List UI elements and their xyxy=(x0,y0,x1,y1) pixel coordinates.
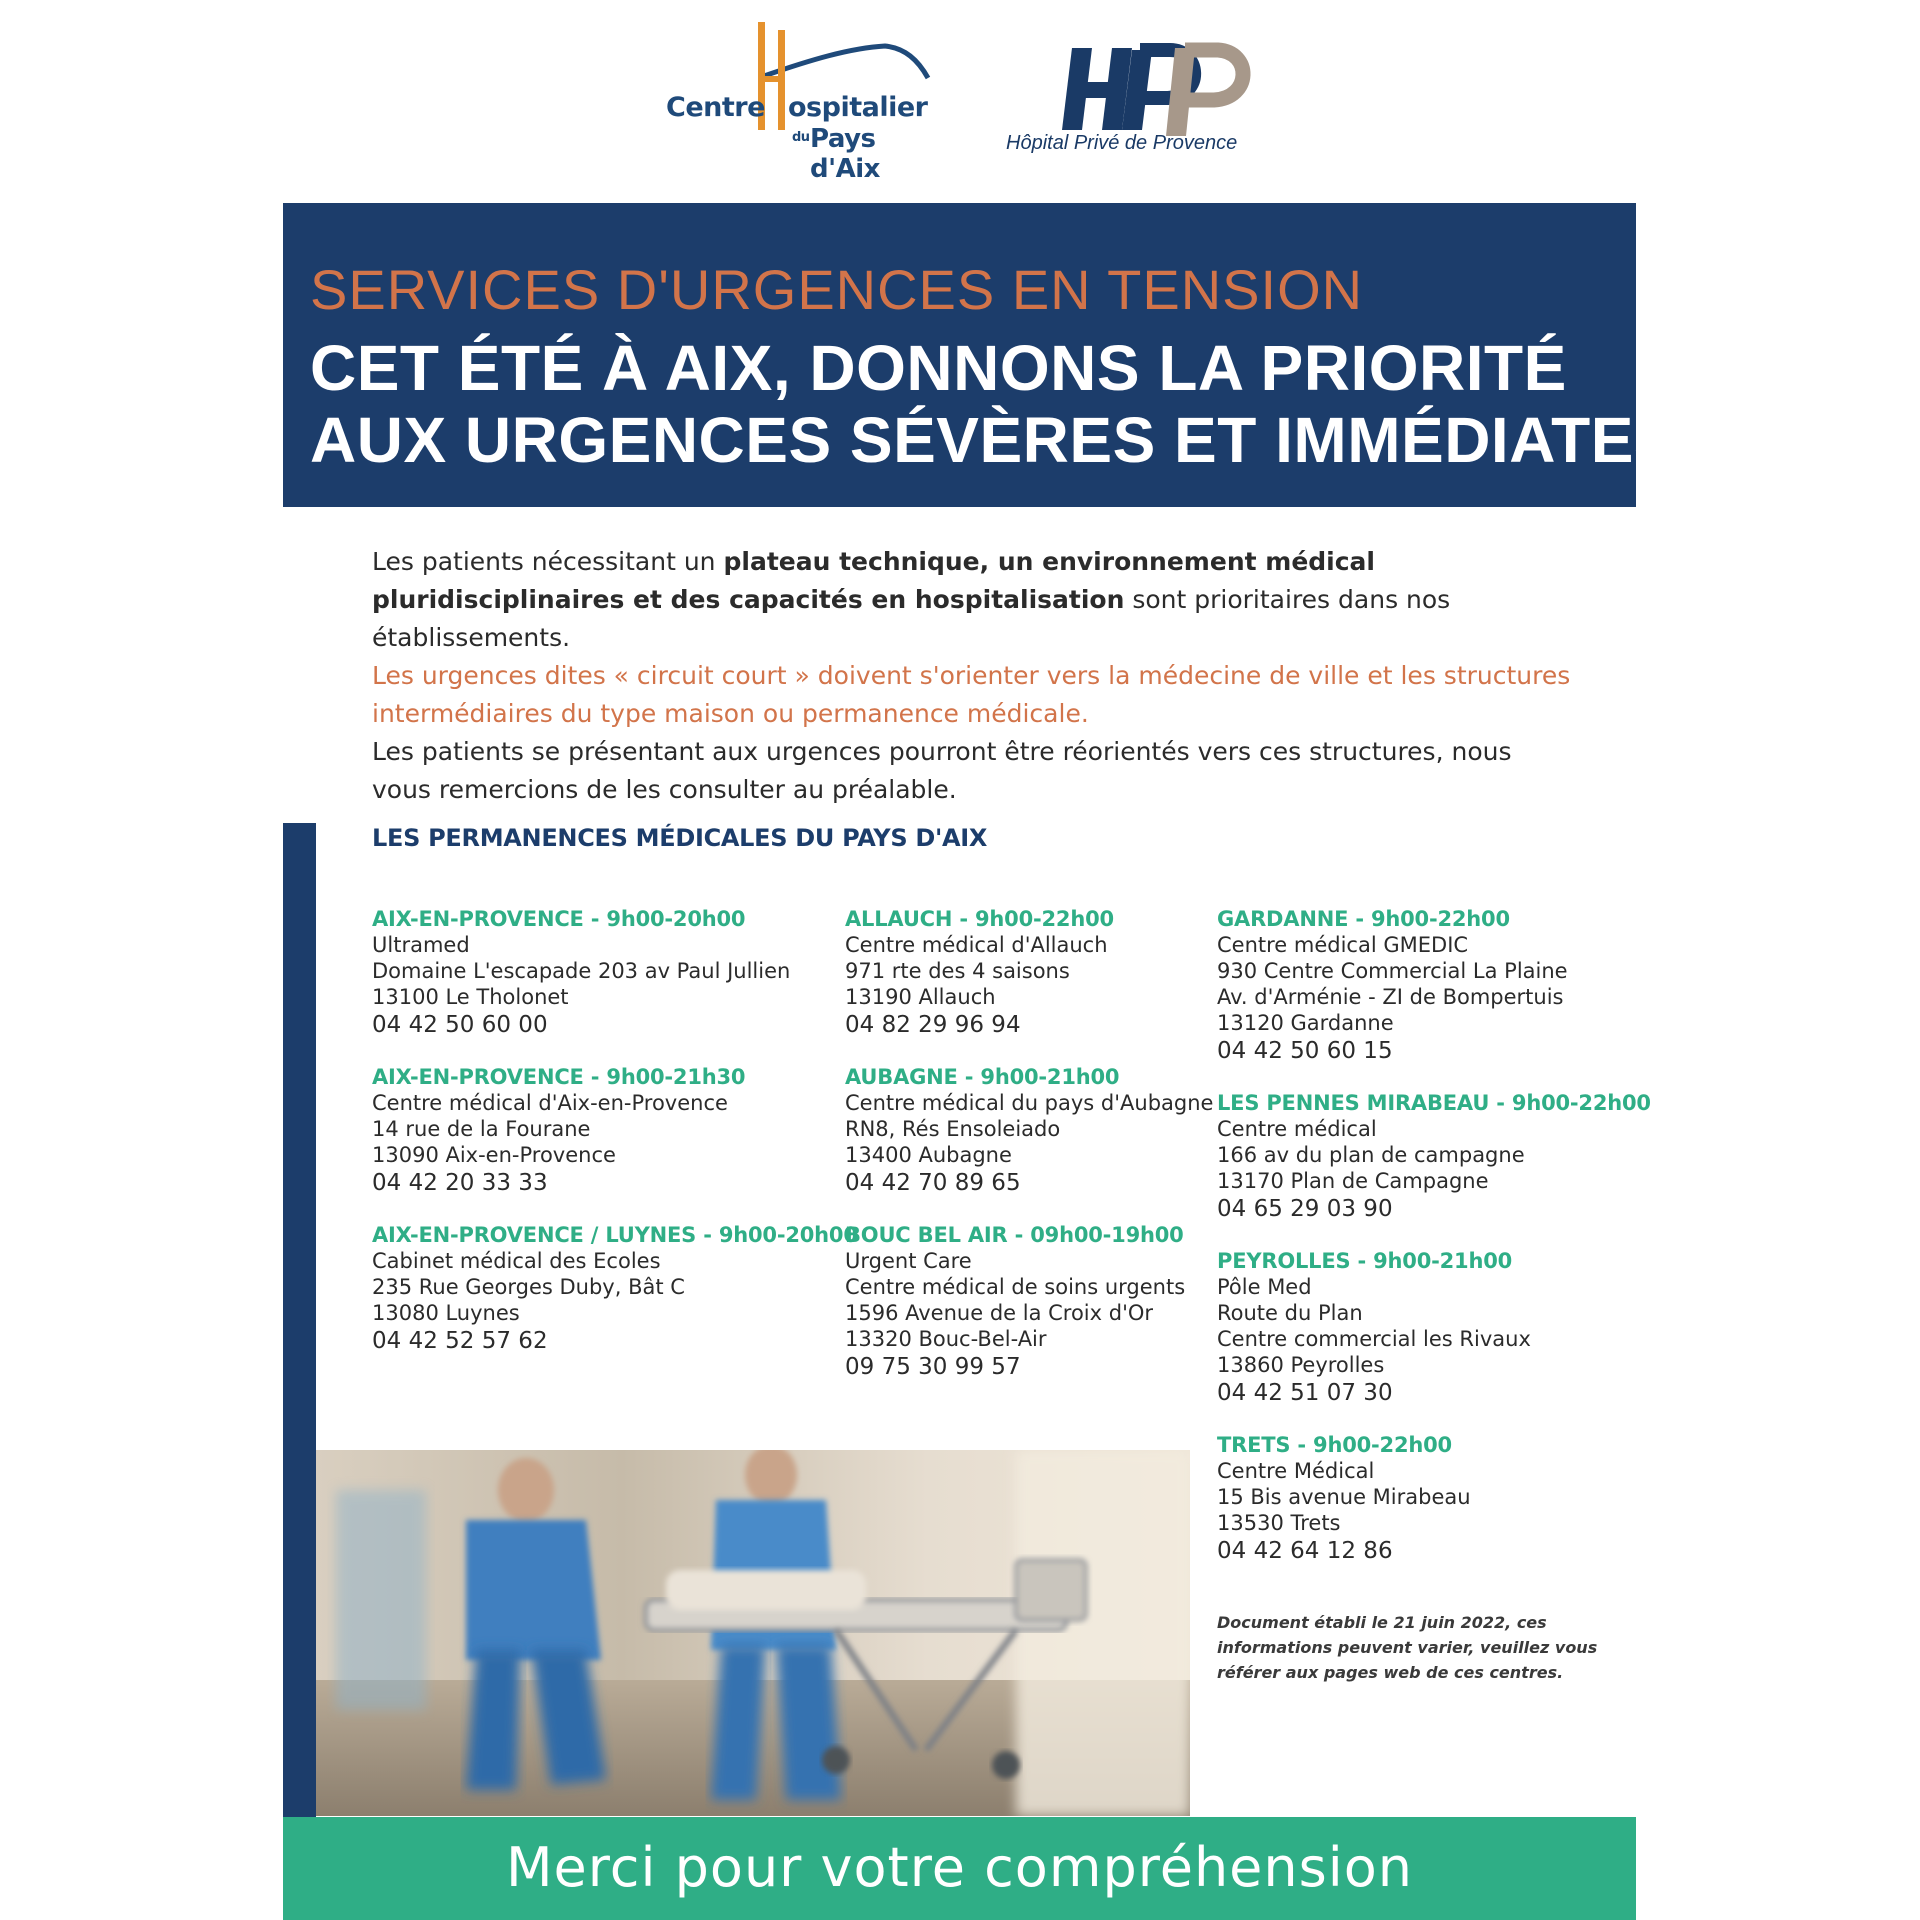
logo-ch-word-centre: Centre xyxy=(666,92,765,123)
centre-line: Centre médical xyxy=(1217,1117,1377,1141)
centre-phone: 09 75 30 99 57 xyxy=(845,1354,1021,1380)
centre-line: 13170 Plan de Campagne xyxy=(1217,1169,1489,1193)
centre-line: 1596 Avenue de la Croix d'Or xyxy=(845,1301,1154,1325)
centre-bouc-bel-air xyxy=(845,1222,1185,1382)
centre-phone: 04 42 50 60 00 xyxy=(372,1012,548,1038)
intro-p1-end: sont prioritaires dans nos établissements. xyxy=(372,585,1451,652)
logo-ch-word-hospitalier: ospitalier xyxy=(788,92,928,123)
centre-phone: 04 65 29 03 90 xyxy=(1217,1196,1393,1222)
logo-hpp-tagline: Hôpital Privé de Provence xyxy=(1006,132,1238,154)
intro-paragraph-1 xyxy=(372,543,1572,657)
centre-title: AIX-EN-PROVENCE / LUYNES - 9h00-20h00 xyxy=(372,1223,858,1247)
centre-phone: 04 42 70 89 65 xyxy=(845,1170,1021,1196)
centre-line: Domaine L'escapade 203 av Paul Jullien xyxy=(372,959,791,983)
centre-title: ALLAUCH - 9h00-22h00 xyxy=(845,907,1114,931)
centre-line: 166 av du plan de campagne xyxy=(1217,1143,1525,1167)
intro-text xyxy=(372,543,1572,809)
logo-hpp xyxy=(1000,40,1300,170)
centre-peyrolles xyxy=(1217,1248,1531,1408)
centre-aubagne xyxy=(845,1064,1213,1198)
centre-title: PEYROLLES - 9h00-21h00 xyxy=(1217,1249,1513,1273)
centre-line: Centre médical GMEDIC xyxy=(1217,933,1469,957)
centre-gardanne xyxy=(1217,906,1568,1066)
logo-ch-word-pays: Pays d'Aix xyxy=(810,124,880,184)
banner-kicker: SERVICES D'URGENCES EN TENSION xyxy=(310,258,1364,321)
centre-line: Route du Plan xyxy=(1217,1301,1363,1325)
centre-allauch xyxy=(845,906,1114,1040)
centre-phone: 04 42 50 60 15 xyxy=(1217,1038,1393,1064)
centre-line: Cabinet médical des Ecoles xyxy=(372,1249,661,1273)
centre-phone: 04 82 29 96 94 xyxy=(845,1012,1021,1038)
centre-line: Pôle Med xyxy=(1217,1275,1312,1299)
centre-aix-ultramed xyxy=(372,906,790,1040)
centre-line: 235 Rue Georges Duby, Bât C xyxy=(372,1275,685,1299)
centre-line: Centre commercial les Rivaux xyxy=(1217,1327,1531,1351)
logo-centre-hospitalier xyxy=(660,18,940,184)
centre-line: 13120 Gardanne xyxy=(1217,1011,1394,1035)
centre-line: Av. d'Arménie - ZI de Bompertuis xyxy=(1217,985,1564,1009)
centre-line: 14 rue de la Fourane xyxy=(372,1117,591,1141)
centre-line: Urgent Care xyxy=(845,1249,972,1273)
centre-line: 13080 Luynes xyxy=(372,1301,520,1325)
centre-line: Ultramed xyxy=(372,933,470,957)
centre-line: RN8, Rés Ensoleiado xyxy=(845,1117,1061,1141)
centre-line: 13400 Aubagne xyxy=(845,1143,1012,1167)
footer-thanks: Merci pour votre compréhension xyxy=(505,1836,1414,1899)
centre-title: LES PENNES MIRABEAU - 9h00-22h00 xyxy=(1217,1091,1651,1115)
hospital-photo xyxy=(316,1450,1190,1816)
centre-title: AIX-EN-PROVENCE - 9h00-20h00 xyxy=(372,907,746,931)
centre-phone: 04 42 20 33 33 xyxy=(372,1170,548,1196)
centre-line: Centre Médical xyxy=(1217,1459,1375,1483)
centre-line: Centre médical d'Allauch xyxy=(845,933,1108,957)
centre-line: 13530 Trets xyxy=(1217,1511,1341,1535)
centre-line: 13090 Aix-en-Provence xyxy=(372,1143,616,1167)
logo-ch-word-du: du xyxy=(792,130,810,145)
left-accent-bar xyxy=(283,823,316,1828)
intro-p1-emphasis: plateau technique, un environnement médical pluridisciplinaires et des capacités en hospitalisation xyxy=(372,547,1375,614)
logo-hpp-graphic xyxy=(1000,40,1300,140)
centre-line: Centre médical d'Aix-en-Provence xyxy=(372,1091,728,1115)
banner-headline xyxy=(310,332,1678,476)
banner-headline-line-2: AUX URGENCES SÉVÈRES ET IMMÉDIATES xyxy=(310,404,1678,476)
centre-line: 930 Centre Commercial La Plaine xyxy=(1217,959,1568,983)
centre-luynes xyxy=(372,1222,858,1356)
centre-phone: 04 42 52 57 62 xyxy=(372,1328,548,1354)
centre-line: 13190 Allauch xyxy=(845,985,996,1009)
intro-p1-text: Les patients nécessitant un xyxy=(372,547,724,576)
centre-line: 13320 Bouc-Bel-Air xyxy=(845,1327,1047,1351)
centre-trets xyxy=(1217,1432,1471,1566)
centre-line: 13860 Peyrolles xyxy=(1217,1353,1385,1377)
centre-line: Centre médical de soins urgents xyxy=(845,1275,1186,1299)
disclaimer-note: Document établi le 21 juin 2022, ces informations peuvent varier, veuillez vous référer aux pages web de ces centres. xyxy=(1217,1613,1598,1682)
centre-title: GARDANNE - 9h00-22h00 xyxy=(1217,907,1510,931)
centre-phone: 04 42 51 07 30 xyxy=(1217,1380,1393,1406)
centre-title: AIX-EN-PROVENCE - 9h00-21h30 xyxy=(372,1065,746,1089)
centre-les-pennes-mirabeau xyxy=(1217,1090,1651,1224)
centre-title: AUBAGNE - 9h00-21h00 xyxy=(845,1065,1120,1089)
section-title: LES PERMANENCES MÉDICALES DU PAYS D'AIX xyxy=(372,824,988,852)
banner-headline-line-1: CET ÉTÉ À AIX, DONNONS LA PRIORITÉ xyxy=(310,332,1567,404)
intro-paragraph-2: Les urgences dites « circuit court » doivent s'orienter vers la médecine de ville et les structures intermédiaires du type maison ou permanence médicale. xyxy=(372,661,1571,728)
centre-line: Centre médical du pays d'Aubagne xyxy=(845,1091,1214,1115)
centre-line: 13100 Le Tholonet xyxy=(372,985,569,1009)
centre-phone: 04 42 64 12 86 xyxy=(1217,1538,1393,1564)
centre-aix-centre-medical xyxy=(372,1064,745,1198)
hospital-photo-illustration xyxy=(316,1450,1190,1816)
centre-title: BOUC BEL AIR - 09h00-19h00 xyxy=(845,1223,1184,1247)
intro-paragraph-3: Les patients se présentant aux urgences pourront être réorientés vers ces structures, nous vous remercions de les consulter au préalable. xyxy=(372,737,1512,804)
centre-line: 15 Bis avenue Mirabeau xyxy=(1217,1485,1471,1509)
centre-title: TRETS - 9h00-22h00 xyxy=(1217,1433,1452,1457)
centre-line: 971 rte des 4 saisons xyxy=(845,959,1070,983)
